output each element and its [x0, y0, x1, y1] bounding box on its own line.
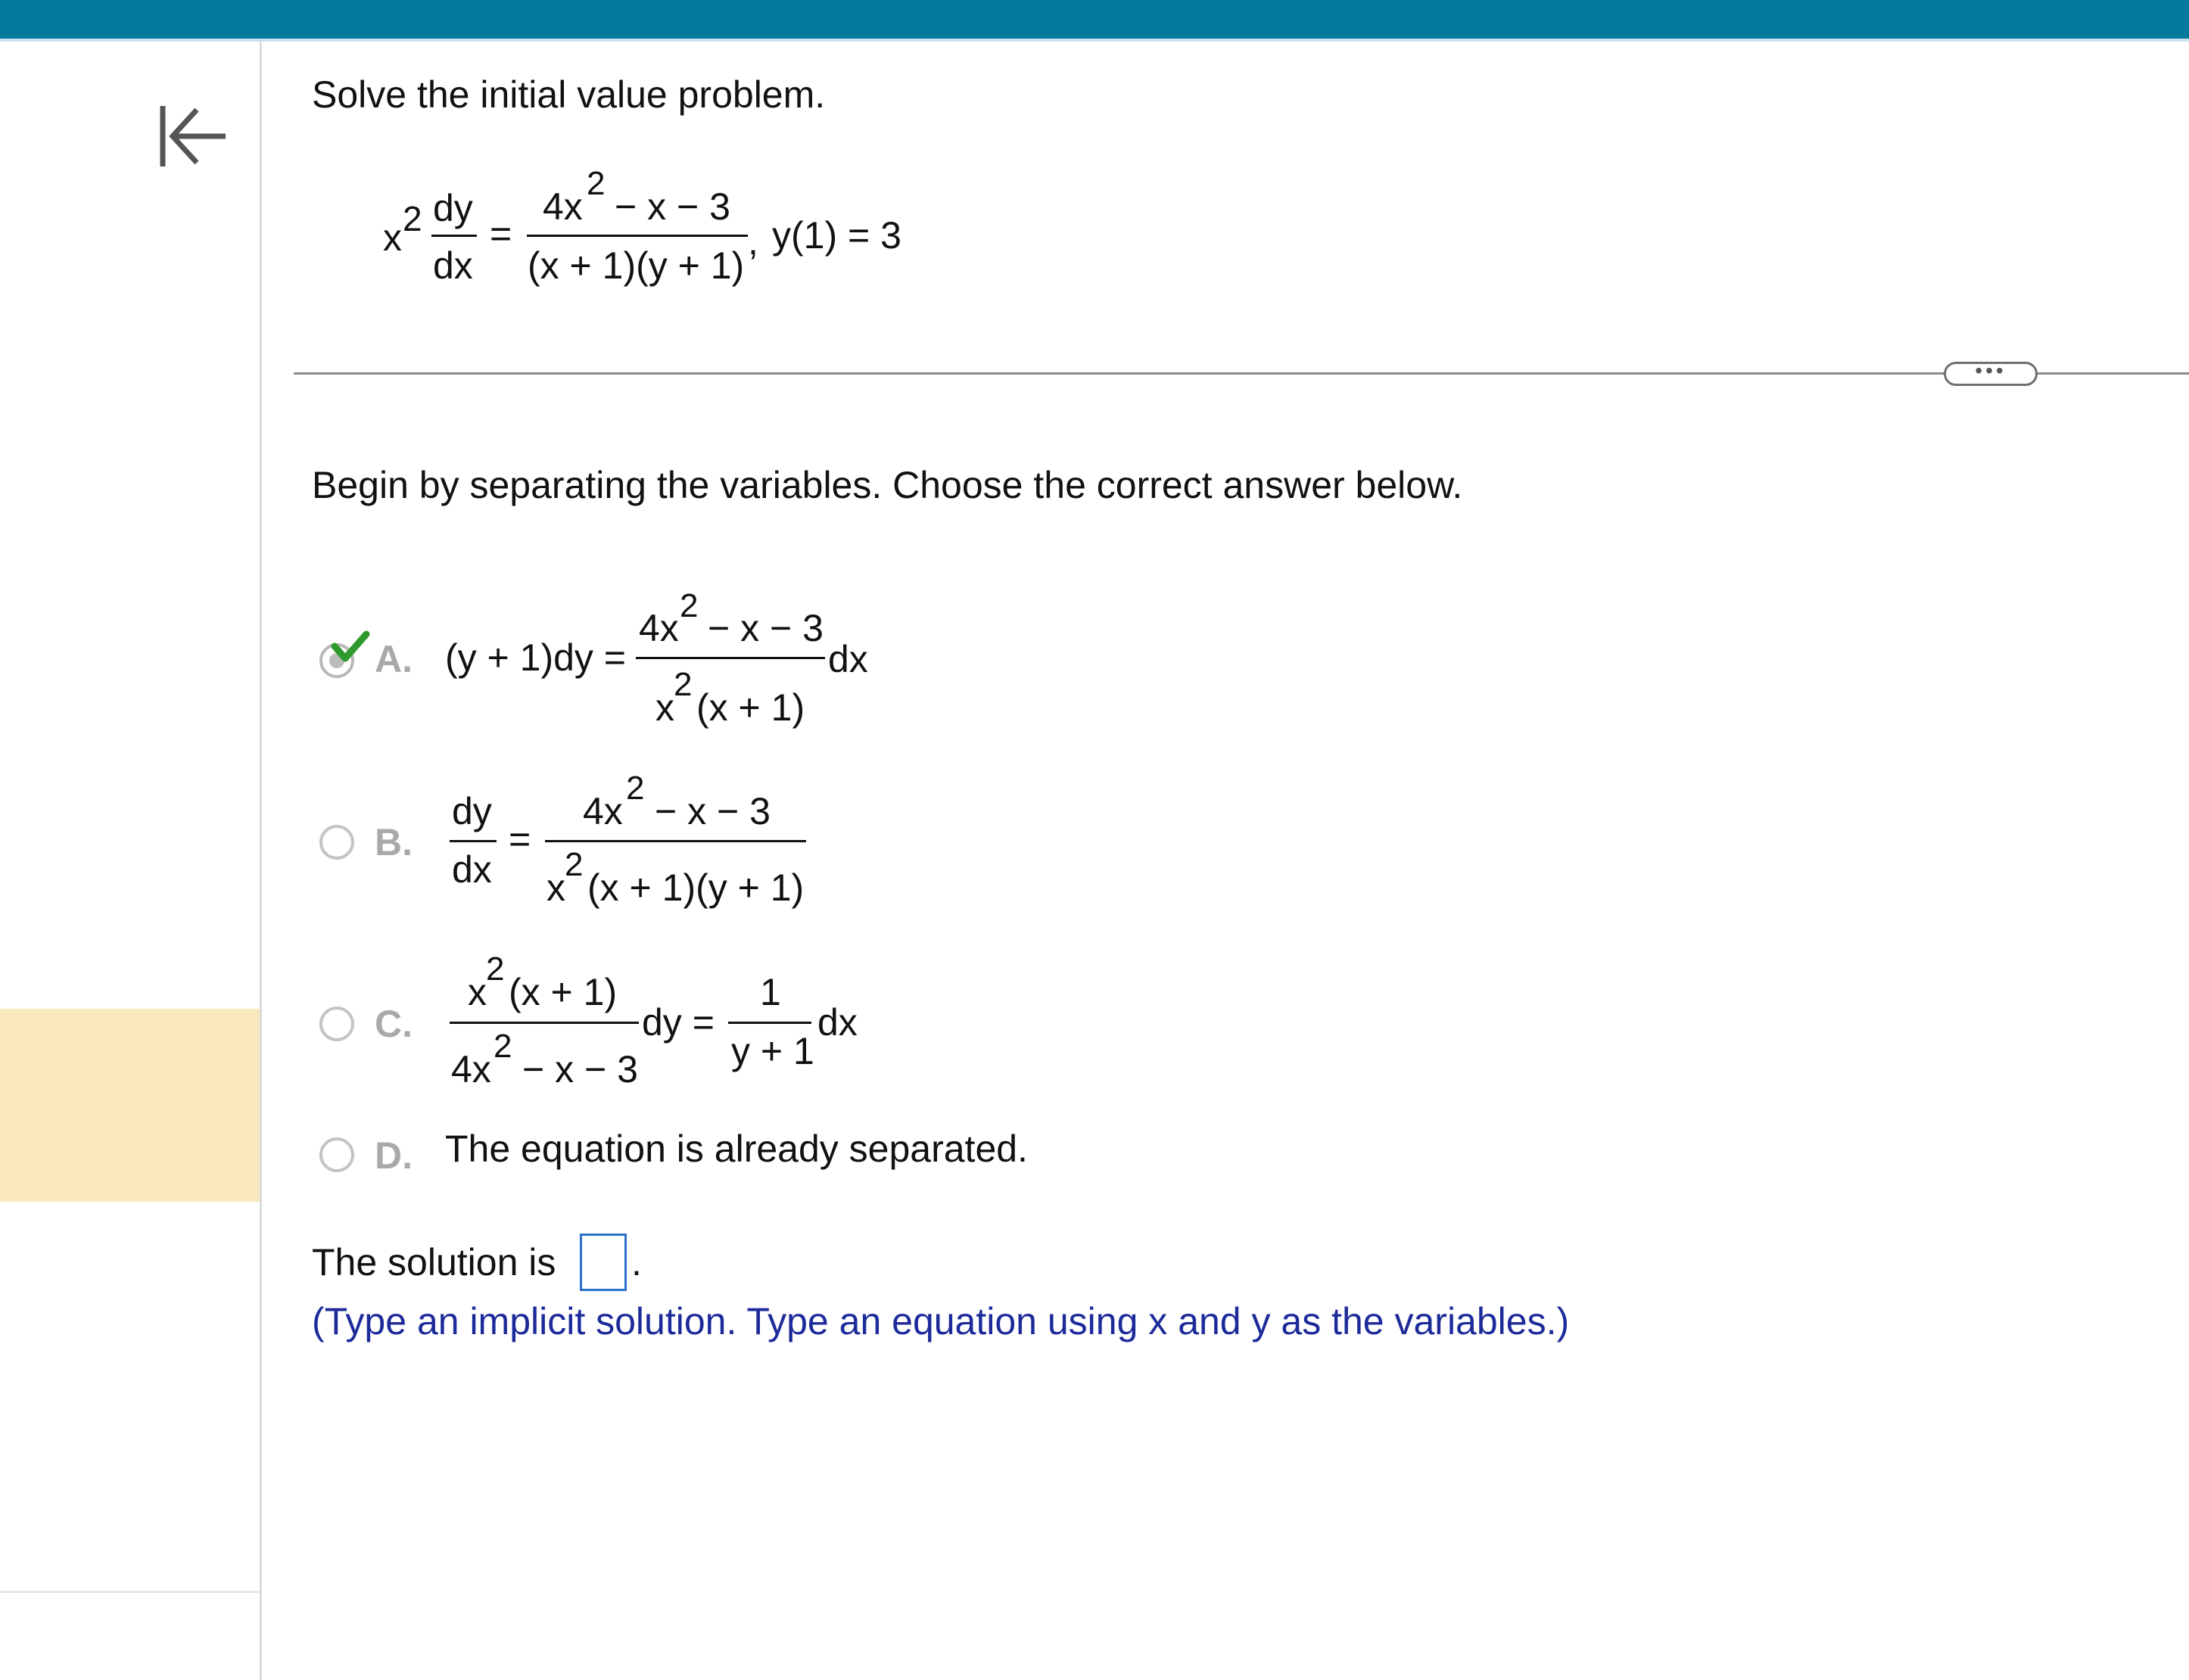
eq-rhs-num-b: − x − 3 — [615, 185, 730, 228]
top-header-bar — [0, 0, 2189, 39]
opt-c-tail: dx — [817, 1001, 858, 1044]
collapse-sidebar-button[interactable] — [150, 98, 232, 174]
opt-c-mid: dy = — [642, 1001, 715, 1044]
sidebar-border — [260, 42, 262, 1680]
opt-a-num-b: − x − 3 — [708, 607, 824, 649]
opt-c-den-b: − x − 3 — [522, 1048, 638, 1090]
step-instruction: Begin by separating the variables. Choose the correct answer below. — [312, 464, 1463, 506]
option-c-letter: C. — [375, 1003, 413, 1045]
eq-rhs-num-exp: 2 — [587, 165, 606, 202]
opt-b-lhs-fraction-bar — [450, 840, 497, 842]
opt-c-rhs-den: y + 1 — [731, 1030, 814, 1072]
option-d-radio[interactable] — [319, 1137, 354, 1172]
checkmark-icon — [330, 630, 371, 664]
option-a-letter: A. — [375, 638, 413, 680]
opt-c-num-x: x — [468, 971, 487, 1013]
option-d-text: The equation is already separated. — [445, 1128, 1028, 1170]
eq-rhs-fraction-bar — [527, 235, 748, 237]
collapse-left-icon — [150, 98, 232, 174]
solution-label: The solution is — [312, 1241, 556, 1283]
option-b-radio[interactable] — [319, 825, 354, 860]
eq-equals: = — [490, 213, 512, 255]
eq-initial-condition: y(1) = 3 — [772, 214, 901, 257]
option-d-letter: D. — [375, 1134, 413, 1177]
opt-b-den-b: (x + 1)(y + 1) — [587, 866, 805, 909]
eq-rhs-den: (x + 1)(y + 1) — [528, 244, 745, 287]
opt-b-lhs-den: dx — [452, 848, 492, 891]
opt-a-fraction-bar — [636, 657, 825, 659]
opt-c-den-a: 4x — [451, 1048, 491, 1090]
more-options-button[interactable]: ••• — [1944, 362, 2038, 386]
section-divider — [294, 372, 2189, 375]
opt-a-den-b: (x + 1) — [696, 686, 805, 729]
eq-lhs-den: dx — [433, 244, 473, 287]
solution-period: . — [631, 1241, 642, 1283]
opt-a-lhs: (y + 1)dy = — [445, 636, 626, 679]
eq-lhs-num: dy — [433, 187, 473, 229]
opt-b-num-exp: 2 — [626, 770, 645, 807]
left-sidebar — [0, 42, 260, 1680]
option-b-letter: B. — [375, 821, 413, 863]
opt-c-num-exp: 2 — [486, 950, 505, 988]
opt-a-den-exp: 2 — [674, 666, 693, 703]
eq-lhs-exp: 2 — [403, 199, 422, 238]
eq-lhs-x: x — [383, 216, 402, 259]
question-prompt: Solve the initial value problem. — [312, 73, 826, 116]
sidebar-divider-line — [0, 1591, 260, 1593]
option-c-radio[interactable] — [319, 1006, 354, 1041]
opt-c-rhs-num: 1 — [760, 971, 781, 1013]
opt-a-num-a: 4x — [639, 607, 679, 649]
opt-b-num-b: − x − 3 — [655, 790, 771, 832]
eq-comma: , — [748, 220, 758, 263]
opt-a-num-exp: 2 — [680, 587, 699, 624]
opt-b-den-x: x — [546, 866, 565, 909]
opt-b-lhs-num: dy — [452, 790, 492, 832]
opt-a-den-x: x — [655, 686, 674, 729]
opt-c-den-exp: 2 — [494, 1028, 512, 1065]
sidebar-highlight — [0, 1009, 260, 1202]
header-accent-line — [0, 39, 2189, 42]
opt-b-equals: = — [509, 818, 531, 860]
opt-b-num-a: 4x — [583, 790, 623, 832]
opt-a-tail: dx — [828, 638, 868, 680]
eq-rhs-num-a: 4x — [543, 185, 583, 228]
opt-c-num-b: (x + 1) — [509, 971, 618, 1013]
opt-c-rhs-fraction-bar — [728, 1022, 811, 1024]
opt-c-lhs-fraction-bar — [450, 1022, 639, 1024]
solution-hint: (Type an implicit solution. Type an equation using x and y as the variables.) — [312, 1300, 1570, 1342]
solution-input[interactable] — [580, 1234, 627, 1291]
opt-b-fraction-bar — [545, 840, 806, 842]
eq-lhs-fraction-bar — [431, 235, 477, 237]
opt-b-den-exp: 2 — [565, 846, 584, 883]
